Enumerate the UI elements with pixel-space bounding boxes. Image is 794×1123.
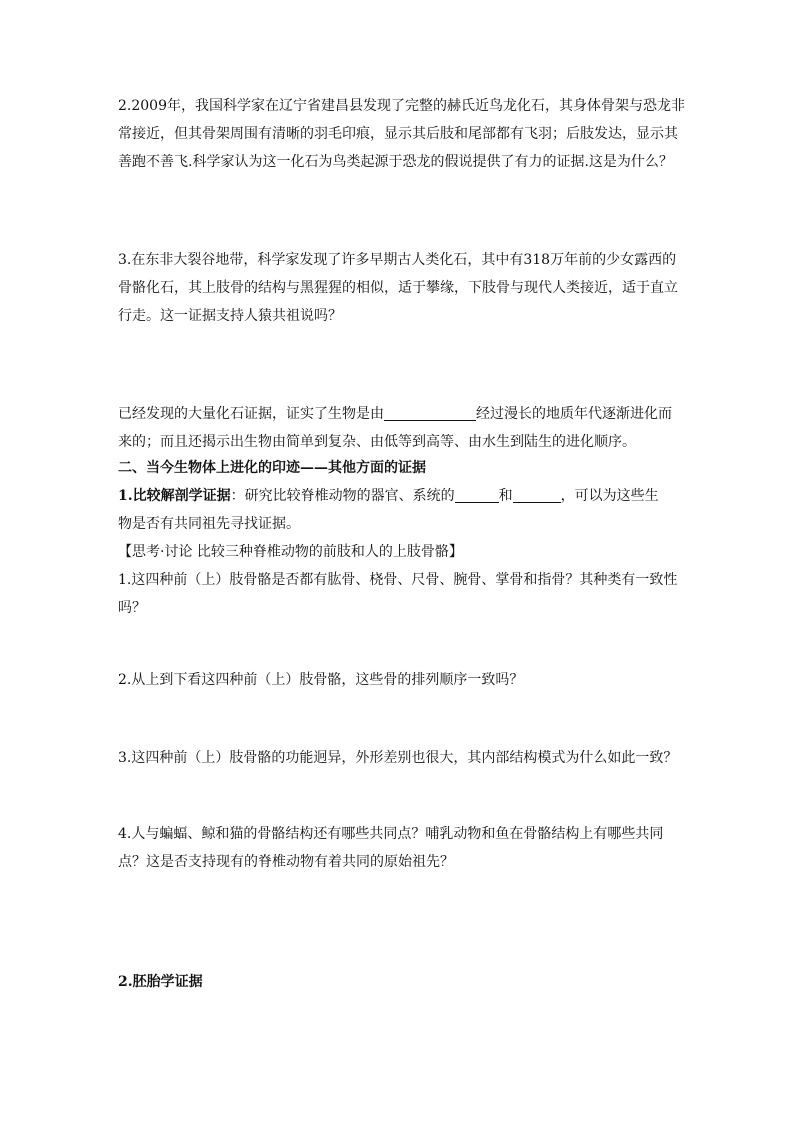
comparative-anatomy-text: ：研究比较脊椎动物的器官、系统的 — [230, 488, 455, 504]
sub-question-1-line: 1.这四种前（上）肢骨骼是否都有肱骨、桡骨、尺骨、腕骨、掌骨和指骨？其种类有一致性 — [118, 572, 678, 588]
question-2-line: 善跑不善飞.科学家认为这一化石为鸟类起源于恐龙的假说提供了有力的证据.这是为什么？ — [118, 154, 673, 170]
question-3-line: 3.在东非大裂谷地带，科学家发现了许多早期古人类化石，其中有318万年前的少女露西的 — [118, 252, 677, 268]
fossil-summary-text: 已经发现的大量化石证据，证实了生物是由 — [118, 406, 384, 422]
comparative-anatomy-text: 和 — [498, 488, 513, 504]
comparative-anatomy-evidence — [118, 482, 678, 538]
sub-question-1 — [118, 566, 678, 622]
fill-in-blank[interactable] — [513, 486, 561, 503]
question-3-line: 行走。这一证据支持人猿共祖说吗？ — [118, 308, 342, 324]
fill-in-blank[interactable] — [384, 404, 476, 421]
sub-question-4 — [118, 820, 678, 876]
fossil-summary-text: 经过漫长的地质年代逐渐进化而 — [476, 406, 672, 422]
sub-question-1-line: 吗？ — [118, 600, 146, 616]
question-2 — [118, 92, 685, 176]
question-3 — [118, 246, 678, 330]
comparative-anatomy-line-2: 物是否有共同祖先寻找证据。 — [118, 516, 300, 532]
sub-question-3: 3.这四种前（上）肢骨骼的功能迥异，外形差别也很大，其内部结构模式为什么如此一致？ — [118, 750, 678, 766]
sub-question-2: 2.从上到下看这四种前（上）肢骨骼，这些骨的排列顺序一致吗？ — [118, 672, 524, 688]
question-3-line: 骨骼化石，其上肢骨的结构与黑猩猩的相似，适于攀缘，下肢骨与现代人类接近，适于直立 — [118, 280, 678, 296]
sub-question-4-line: 点？这是否支持现有的脊椎动物有着共同的原始祖先？ — [118, 854, 454, 870]
fossil-summary-line-1 — [118, 400, 678, 428]
fill-in-blank[interactable] — [455, 486, 499, 503]
fossil-summary-line-2: 来的；而且还揭示出生物由简单到复杂、由低等到高等、由水生到陆生的进化顺序。 — [118, 434, 636, 450]
comparative-anatomy-text: ，可以为这些生 — [560, 488, 659, 504]
comparative-anatomy-label: 1.比较解剖学证据 — [118, 488, 231, 504]
question-2-line: 2.2009年，我国科学家在辽宁省建昌县发现了完整的赫氏近鸟龙化石，其身体骨架与恐龙非 — [118, 98, 685, 114]
think-discuss-heading: 【思考·讨论 比较三种脊椎动物的前肢和人的上肢骨骼】 — [118, 544, 463, 560]
fossil-evidence-summary — [118, 400, 678, 456]
section-2-heading: 二、当今生物体上进化的印迹——其他方面的证据 — [118, 460, 426, 476]
sub-question-4-line: 4.人与蝙蝠、鲸和猫的骨骼结构还有哪些共同点？哺乳动物和鱼在骨骼结构上有哪些共同 — [118, 826, 664, 842]
embryology-heading: 2.胚胎学证据 — [118, 974, 203, 990]
comparative-anatomy-line-1 — [118, 482, 678, 510]
question-2-line: 常接近，但其骨架周围有清晰的羽毛印痕，显示其后肢和尾部都有飞羽；后肢发达，显示其 — [118, 126, 678, 142]
